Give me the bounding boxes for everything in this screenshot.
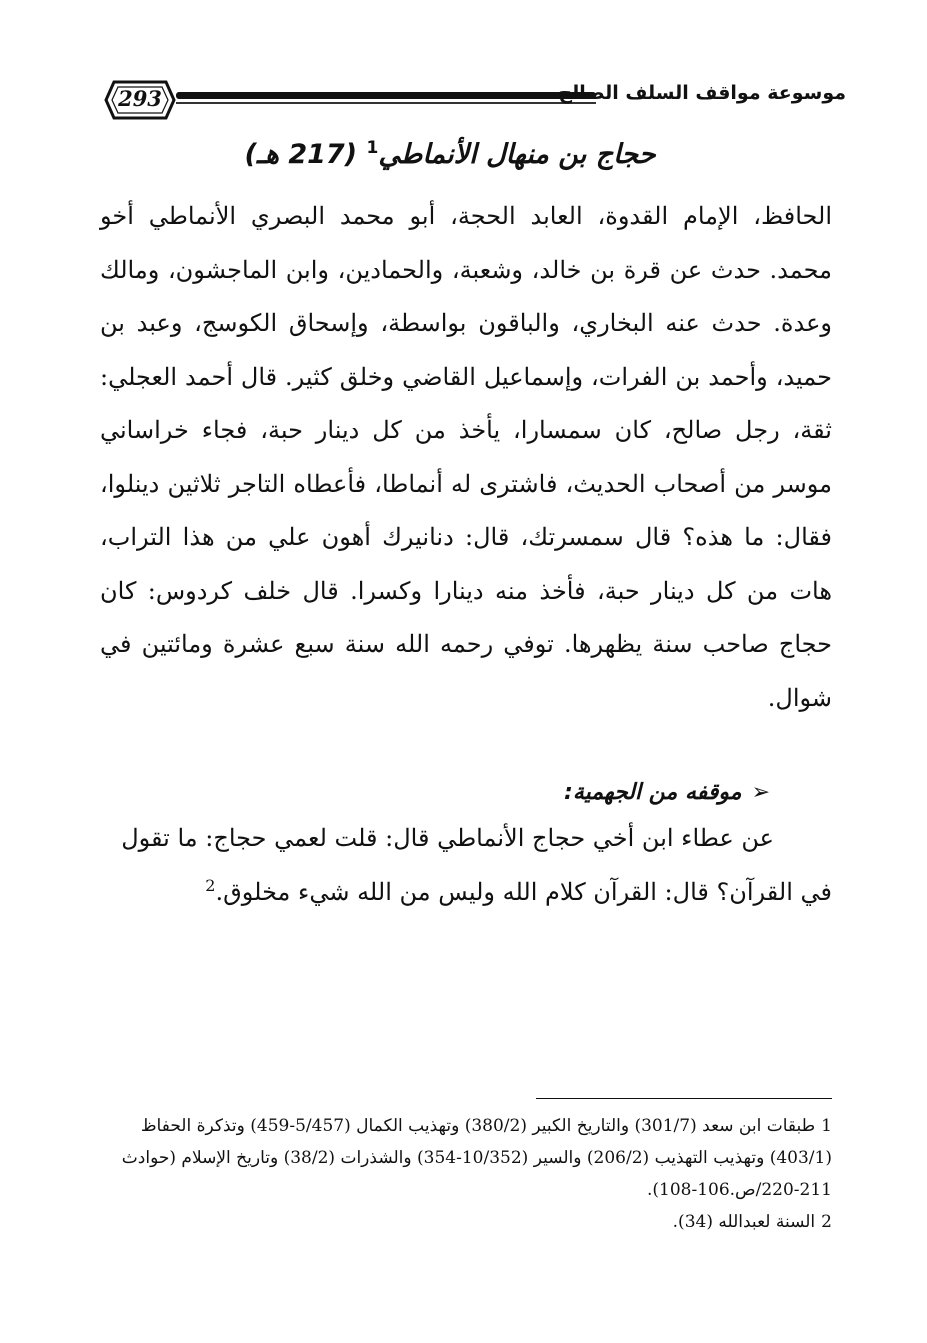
- footnote-divider: [536, 1098, 832, 1099]
- header-rule: [176, 92, 596, 99]
- header-rule-thin: [176, 102, 596, 104]
- quote-line: عن عطاء ابن أخي حجاج الأنماطي قال: قلت لعمي حجاج: ما تقول: [121, 824, 774, 852]
- book-title: موسوعة مواقف السلف الصالح: [558, 82, 846, 104]
- footnote-number: 1: [821, 1116, 832, 1136]
- page-number: 293: [118, 86, 162, 111]
- section-heading: [400, 780, 770, 805]
- section-heading-text: موقفه من الجهمية:: [564, 780, 742, 805]
- quote-footnote-ref: 2: [205, 876, 216, 895]
- footnote-number: 2: [821, 1212, 832, 1232]
- chapter-title-name: حجاج بن منهال الأنماطي: [378, 139, 656, 170]
- biography-text: [100, 190, 832, 725]
- footnote: [100, 1206, 832, 1238]
- quote-line-text: في القرآن؟ قال: القرآن كلام الله وليس من الله شيء مخلوق.: [215, 878, 832, 906]
- page-header: [96, 70, 846, 130]
- quote-text: [100, 814, 832, 916]
- arrow-bullet-icon: ➢: [751, 780, 770, 805]
- chapter-title-date: (217 هـ): [244, 139, 358, 170]
- quote-line: [100, 862, 832, 916]
- chapter-title: [240, 138, 660, 170]
- footnotes: [100, 1110, 832, 1238]
- page-number-badge: [104, 78, 176, 122]
- footnote-text: طبقات ابن سعد (301/7) والتاريخ الكبير (380/2) وتهذيب الكمال (5/457-459) وتذكرة الحفاظ (403/1) وتهذيب التهذيب (206/2) والسير (10/352-354) والشذرات (38/2) وتاريخ الإسلام (حوادث 211-220/ص.106-108).: [121, 1116, 832, 1200]
- footnote: [100, 1110, 832, 1206]
- chapter-footnote-ref: 1: [366, 138, 379, 158]
- biography-paragraph: الحافظ، الإمام القدوة، العابد الحجة، أبو محمد البصري الأنماطي أخو محمد. حدث عن قرة بن خالد، وشعبة، والحمادين، وابن الماجشون، ومالك وعدة. حدث عنه البخاري، والباقون بواسطة، وإسحاق الكوسج، وعبد بن حميد، وأحمد بن الفرات، وإسماعيل القاضي وخلق كثير. قال أحمد العجلي: ثقة، رجل صالح، كان سمسارا، يأخذ من كل دينار حبة، فجاء خراساني موسر من أصحاب الحديث، فاشترى له أنماطا، فأعطاه التاجر ثلاثين دينلوا، فقال: ما هذه؟ قال سمسرتك، قال: دنانيرك أهون علي من هذا التراب، هات من كل دينار حبة، فأخذ منه دينارا وكسرا. قال خلف كردوس: كان حجاج صاحب سنة يظهرها. توفي رحمه الله سنة سبع عشرة ومائتين في شوال.: [100, 202, 832, 712]
- footnote-text: السنة لعبدالله (34).: [672, 1212, 816, 1232]
